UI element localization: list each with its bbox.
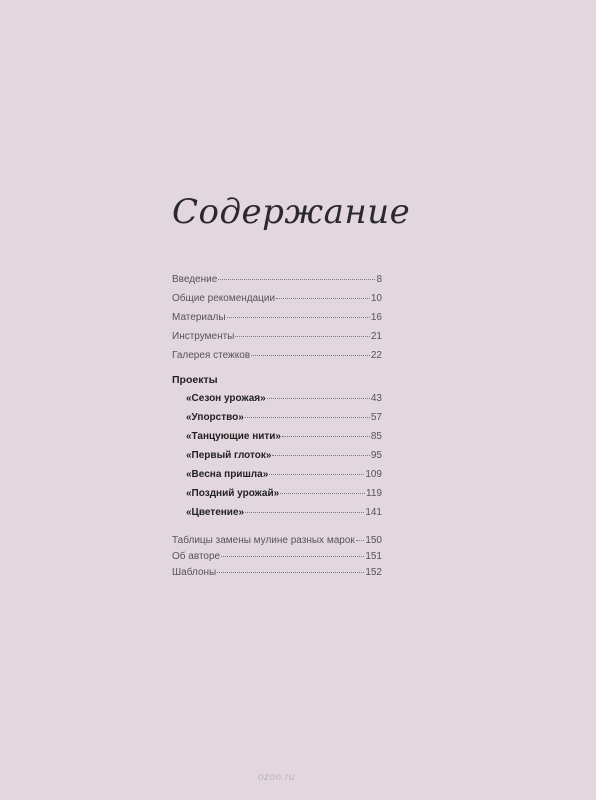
toc-entry-page: 57 <box>370 412 382 423</box>
toc-entry <box>186 412 382 424</box>
dot-leader <box>221 556 364 557</box>
toc-entry-label: Материалы <box>172 312 226 323</box>
toc-entry <box>172 331 382 343</box>
toc-entry-page: 8 <box>376 274 382 285</box>
dot-leader <box>269 474 364 475</box>
watermark: ozon.ru <box>258 772 295 783</box>
toc-entry-page: 16 <box>370 312 382 323</box>
toc-entry <box>172 293 382 305</box>
toc-entry <box>172 312 382 324</box>
dot-leader <box>251 355 370 356</box>
toc-entry-page: 151 <box>365 551 382 562</box>
toc-entry-label: «Сезон урожая» <box>186 393 266 404</box>
toc-entry-label: Инструменты <box>172 331 235 342</box>
toc-entry-page: 95 <box>370 450 382 461</box>
toc-entry-label: Об авторе <box>172 551 221 562</box>
toc-entry-page: 10 <box>370 293 382 304</box>
toc-entry-page: 22 <box>370 350 382 361</box>
toc-appendix-section <box>172 535 382 579</box>
toc-entry <box>186 431 382 443</box>
dot-leader <box>217 572 364 573</box>
toc-entry <box>186 488 382 500</box>
toc-entry-page: 85 <box>370 431 382 442</box>
toc-entry-page: 150 <box>365 535 382 546</box>
dot-leader <box>356 540 365 541</box>
toc-entry-label: Галерея стежков <box>172 350 251 361</box>
toc-entry <box>172 535 382 547</box>
projects-heading: Проекты <box>172 374 218 386</box>
dot-leader <box>267 398 370 399</box>
dot-leader <box>282 436 370 437</box>
toc-entry-label: «Упорство» <box>186 412 244 423</box>
toc-entry-page: 109 <box>365 469 382 480</box>
toc-entry-page: 21 <box>370 331 382 342</box>
dot-leader <box>235 336 370 337</box>
toc-entry-label: «Танцующие нити» <box>186 431 281 442</box>
toc-entry-label: «Первый глоток» <box>186 450 272 461</box>
toc-entry-label: «Поздний урожай» <box>186 488 280 499</box>
table-of-contents <box>172 274 382 583</box>
toc-intro-section <box>172 274 382 362</box>
toc-entry-label: Шаблоны <box>172 567 217 578</box>
dot-leader <box>227 317 370 318</box>
toc-projects-section <box>172 393 382 519</box>
toc-entry <box>186 469 382 481</box>
toc-entry-label: Таблицы замены мулине разных марок <box>172 535 355 546</box>
dot-leader <box>280 493 365 494</box>
toc-entry-label: «Цветение» <box>186 507 245 518</box>
toc-entry <box>172 567 382 579</box>
toc-entry-page: 152 <box>365 567 382 578</box>
toc-entry-page: 119 <box>366 488 382 499</box>
dot-leader <box>245 417 370 418</box>
dot-leader <box>218 279 375 280</box>
toc-entry <box>186 393 382 405</box>
toc-entry <box>186 450 382 462</box>
toc-entry <box>186 507 382 519</box>
toc-entry-page: 141 <box>365 507 382 518</box>
dot-leader <box>276 298 370 299</box>
toc-entry-label: «Весна пришла» <box>186 469 269 480</box>
toc-entry-page: 43 <box>370 393 382 404</box>
toc-entry <box>172 274 382 286</box>
toc-entry <box>172 350 382 362</box>
toc-entry-label: Общие рекомендации <box>172 293 276 304</box>
dot-leader <box>272 455 369 456</box>
toc-entry-label: Введение <box>172 274 218 285</box>
toc-entry <box>172 551 382 563</box>
dot-leader <box>245 512 364 513</box>
page-title: Содержание <box>172 192 411 232</box>
